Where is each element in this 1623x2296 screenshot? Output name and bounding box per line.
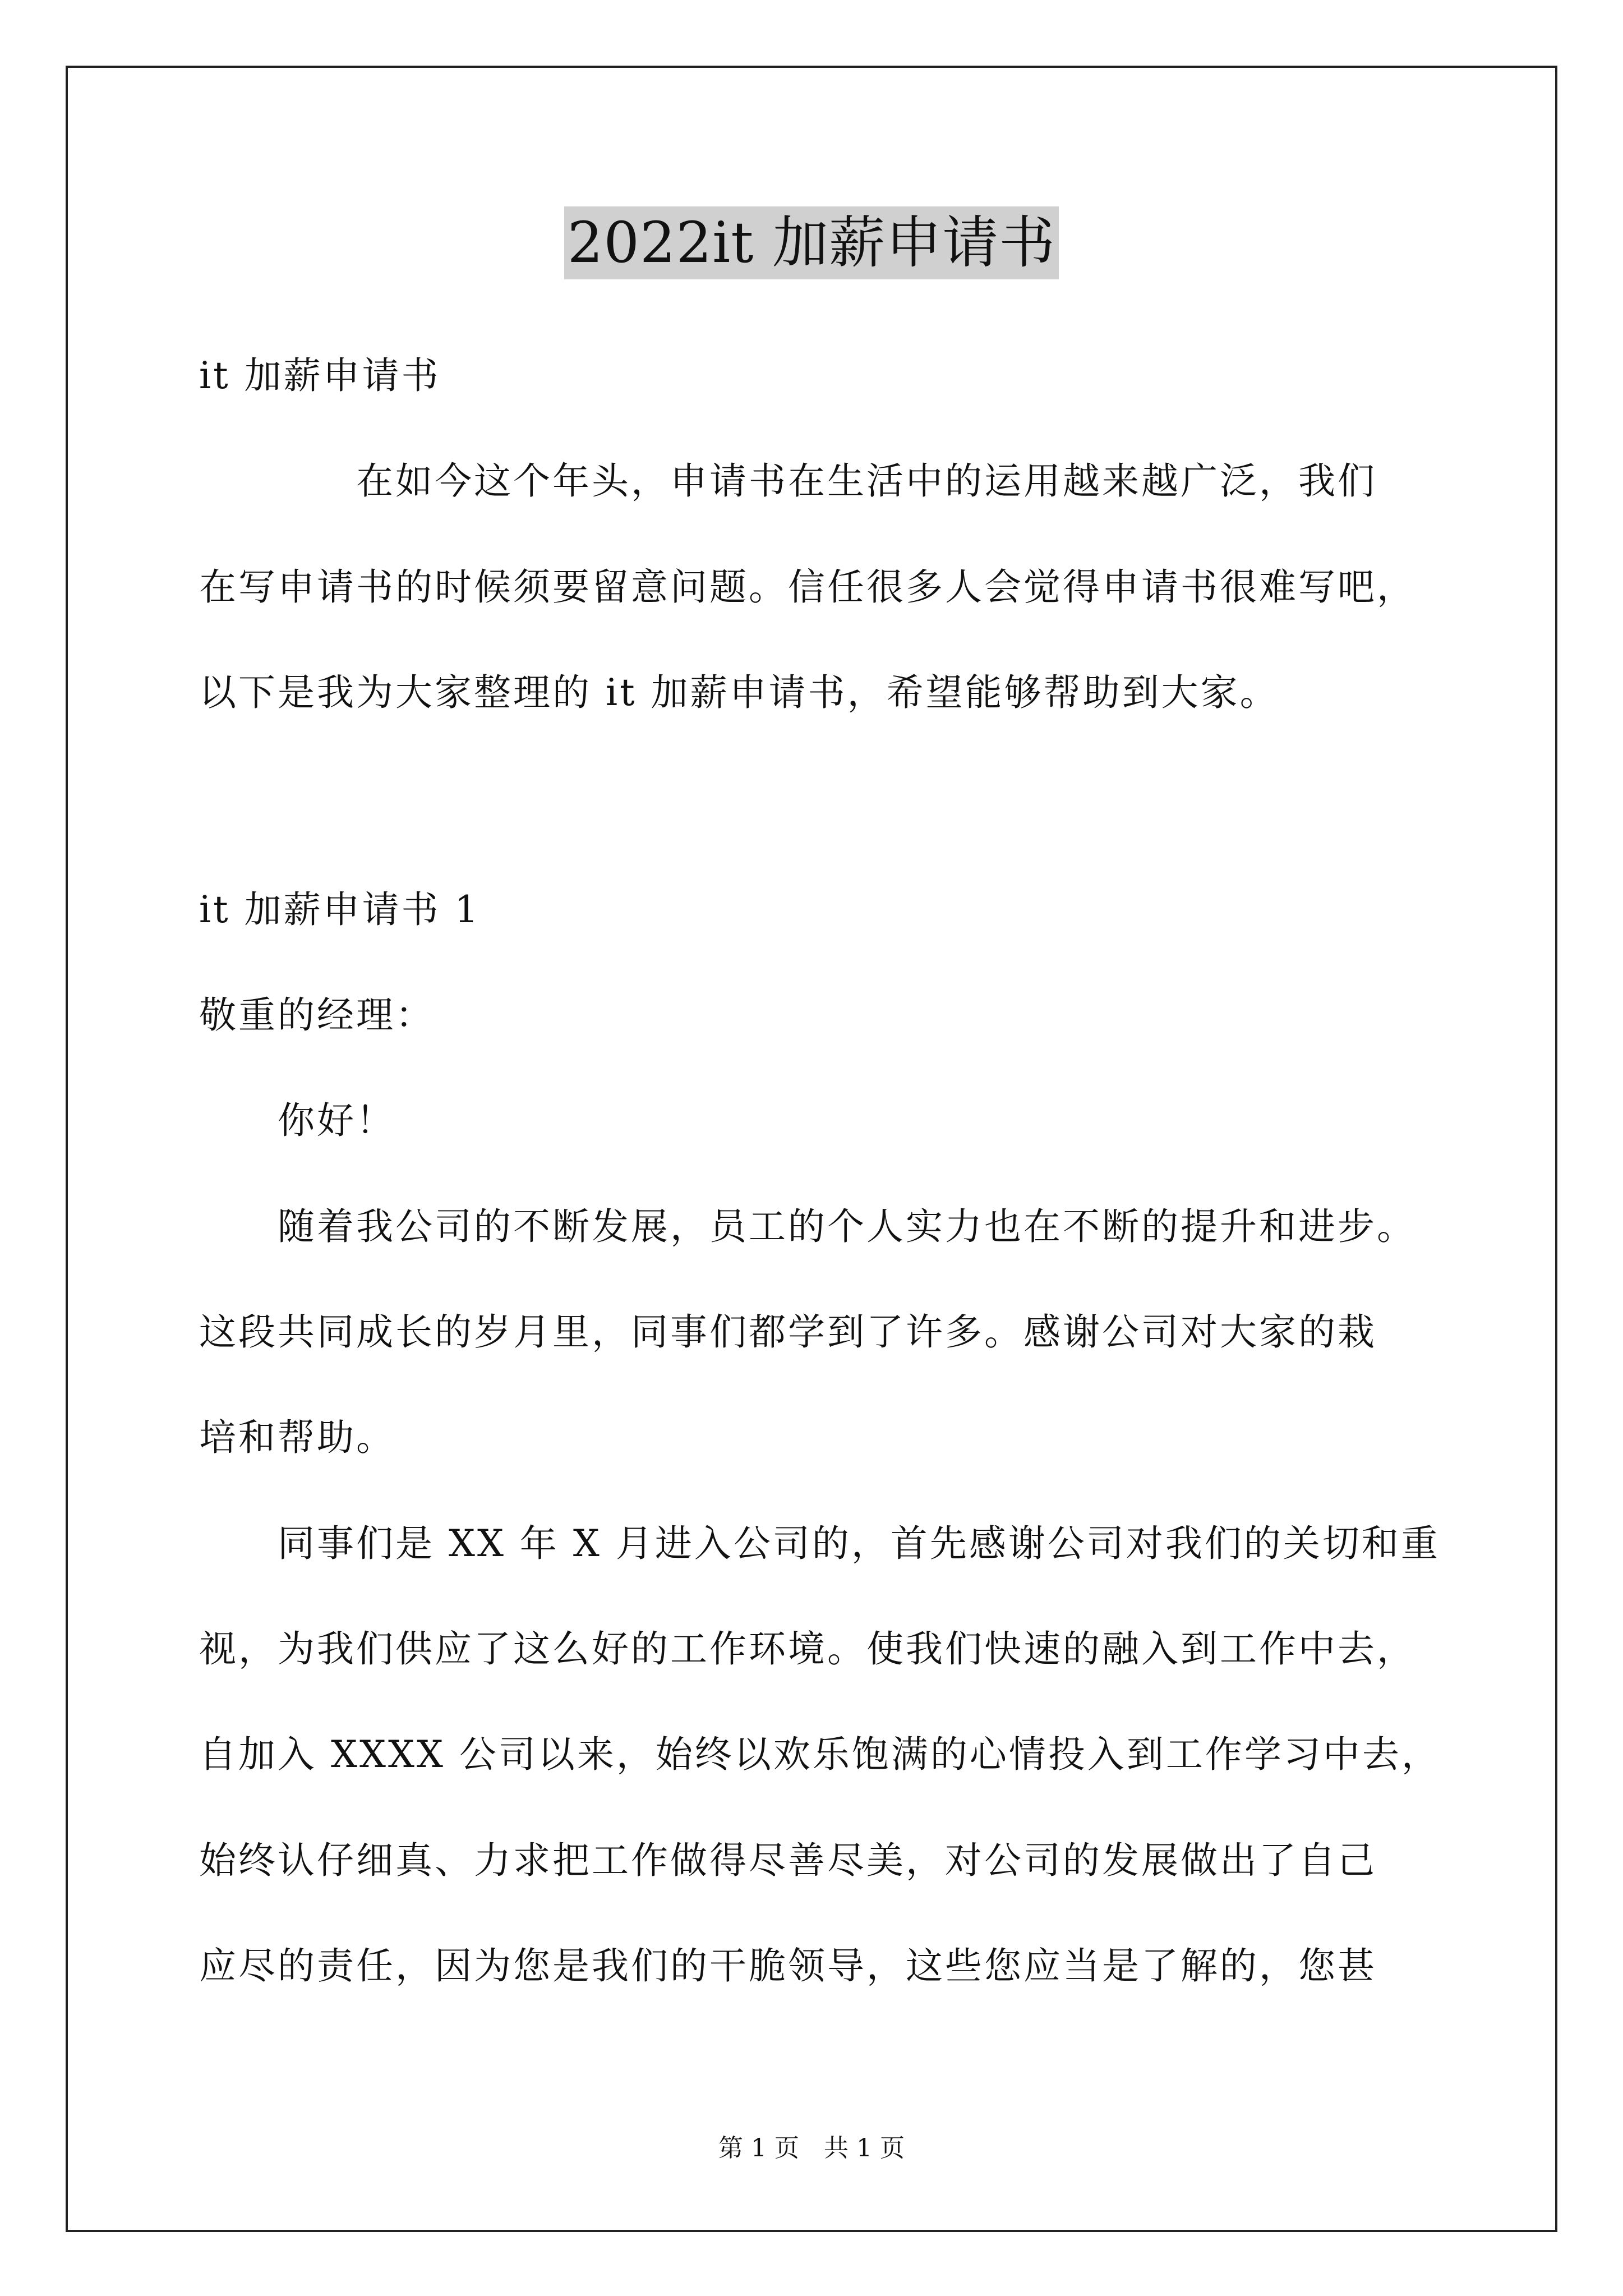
document-title: 2022it 加薪申请书 <box>564 206 1059 279</box>
title-container <box>0 206 1623 279</box>
text-line: it 加薪申请书 1 <box>199 888 481 931</box>
text-line: 你好！ <box>199 1099 395 1142</box>
text-line: 自加入 XXXX 公司以来，始终以欢乐饱满的心情投入到工作学习中去， <box>199 1733 1441 1776</box>
text-line: 随着我公司的不断发展，员工的个人实力也在不断的提升和进步。 <box>199 1205 1416 1248</box>
text-line: it 加薪申请书 <box>199 354 441 397</box>
text-line: 在写申请书的时候须要留意问题。信任很多人会觉得申请书很难写吧， <box>199 565 1416 609</box>
text-line: 视，为我们供应了这么好的工作环境。使我们快速的融入到工作中去， <box>199 1627 1416 1671</box>
page-footer: 第 1 页 共 1 页 <box>718 2134 905 2162</box>
text-line: 培和帮助。 <box>199 1416 395 1459</box>
text-line: 在如今这个年头，申请书在生活中的运用越来越广泛，我们 <box>199 459 1377 503</box>
text-line: 以下是我为大家整理的 it 加薪申请书，希望能够帮助到大家。 <box>199 671 1279 714</box>
text-line: 应尽的责任，因为您是我们的干脆领导，这些您应当是了解的，您甚 <box>199 1944 1377 1987</box>
text-line: 同事们是 XX 年 X 月进入公司的，首先感谢公司对我们的关切和重 <box>199 1522 1440 1565</box>
text-line: 这段共同成长的岁月里，同事们都学到了许多。感谢公司对大家的栽 <box>199 1310 1377 1354</box>
text-line: 敬重的经理： <box>199 993 435 1037</box>
text-line: 始终认仔细真、力求把工作做得尽善尽美，对公司的发展做出了自己 <box>199 1839 1377 1882</box>
